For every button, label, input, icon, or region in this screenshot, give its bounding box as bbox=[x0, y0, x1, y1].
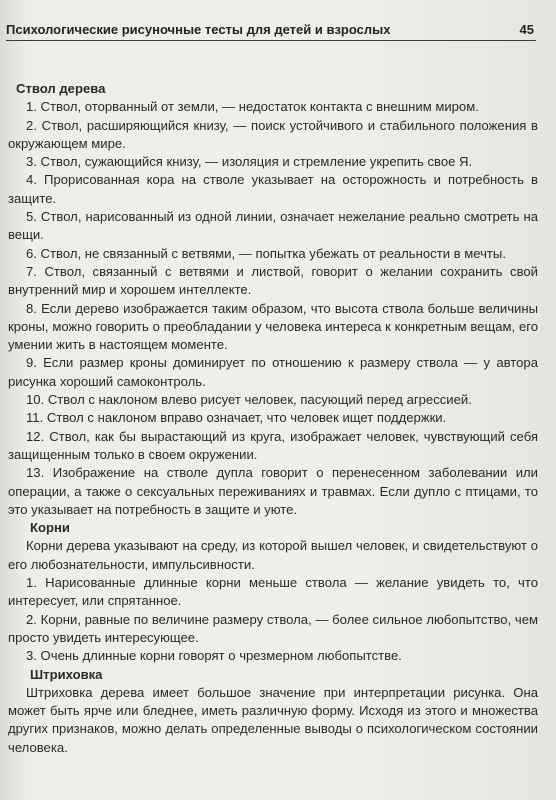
hatching-heading: Штриховка bbox=[30, 666, 103, 682]
trunk-item: 8. Если дерево изображается таким образом, что высота ствола больше величины кроны, можно говорить о преобладании у человека интереса к конкретным вещам, его умении жить в настоящем моменте. bbox=[8, 300, 538, 353]
page-content bbox=[8, 80, 538, 757]
trunk-item: 1. Ствол, оторванный от земли, — недостаток контакта с внешним миром. bbox=[26, 99, 479, 115]
trunk-item: 12. Ствол, как бы вырастающий из круга, изображает человек, чувствующий себя защищенным только в своем окружении. bbox=[8, 428, 538, 462]
trunk-item: 10. Ствол с наклоном влево рисует человек, пасующий перед агрессией. bbox=[26, 392, 472, 408]
trunk-heading: Ствол дерева bbox=[16, 81, 106, 96]
roots-item: 1. Нарисованные длинные корни меньше ствола — желание увидеть то, что интересует, или спрятанное. bbox=[8, 575, 538, 609]
trunk-item: 9. Если размер кроны доминирует по отношению к размеру ствола — у автора рисунка хороший самоконтроль. bbox=[8, 355, 538, 389]
trunk-item: 5. Ствол, нарисованный из одной линии, означает нежелание реально смотреть на вещи. bbox=[8, 209, 538, 243]
roots-item: 3. Очень длинные корни говорят о чрезмерном любопытстве. bbox=[26, 648, 402, 664]
roots-item: 2. Корни, равные по величине размеру ствола, — более сильное любопытство, чем просто увидеть интересующее. bbox=[8, 611, 538, 645]
hatching-text: Штриховка дерева имеет большое значение при интерпретации рисунка. Она может быть ярче или бледнее, иметь различную форму. Исходя из этого и множества других признаков, можно делать определенные выводы о психологическом состоянии человека. bbox=[8, 684, 538, 755]
trunk-item: 3. Ствол, сужающийся книзу, — изоляция и стремление укрепить свое Я. bbox=[26, 154, 473, 170]
roots-intro: Корни дерева указывают на среду, из которой вышел человек, и свидетельствуют о его любознательности, импульсивности. bbox=[8, 538, 538, 572]
trunk-item: 7. Ствол, связанный с ветвями и листвой, говорит о желании сохранить свой внутренний мир и хорошем интеллекте. bbox=[8, 263, 538, 298]
roots-heading: Корни bbox=[30, 520, 70, 536]
trunk-item: 13. Изображение на стволе дупла говорит о перенесенном заболевании или операции, а также о сексуальных переживаниях и травмах. Если дупло с птицами, то это указывает на потребность в защите и уюте. bbox=[8, 465, 538, 517]
trunk-item: 4. Прорисованная кора на стволе указывает на осторожность и потребность в защите. bbox=[8, 172, 538, 206]
trunk-item: 6. Ствол, не связанный с ветвями, — попытка убежать от реальности в мечты. bbox=[26, 245, 506, 261]
running-header bbox=[6, 14, 536, 41]
trunk-item: 11. Ствол с наклоном вправо означает, что человек ищет поддержки. bbox=[26, 410, 447, 426]
trunk-item: 2. Ствол, расширяющийся книзу, — поиск устойчивого и стабильного положения в окружающем мире. bbox=[8, 117, 538, 151]
running-title: Психологические рисуночные тесты для детей и взрослых bbox=[6, 22, 391, 37]
page-number: 45 bbox=[519, 22, 534, 37]
